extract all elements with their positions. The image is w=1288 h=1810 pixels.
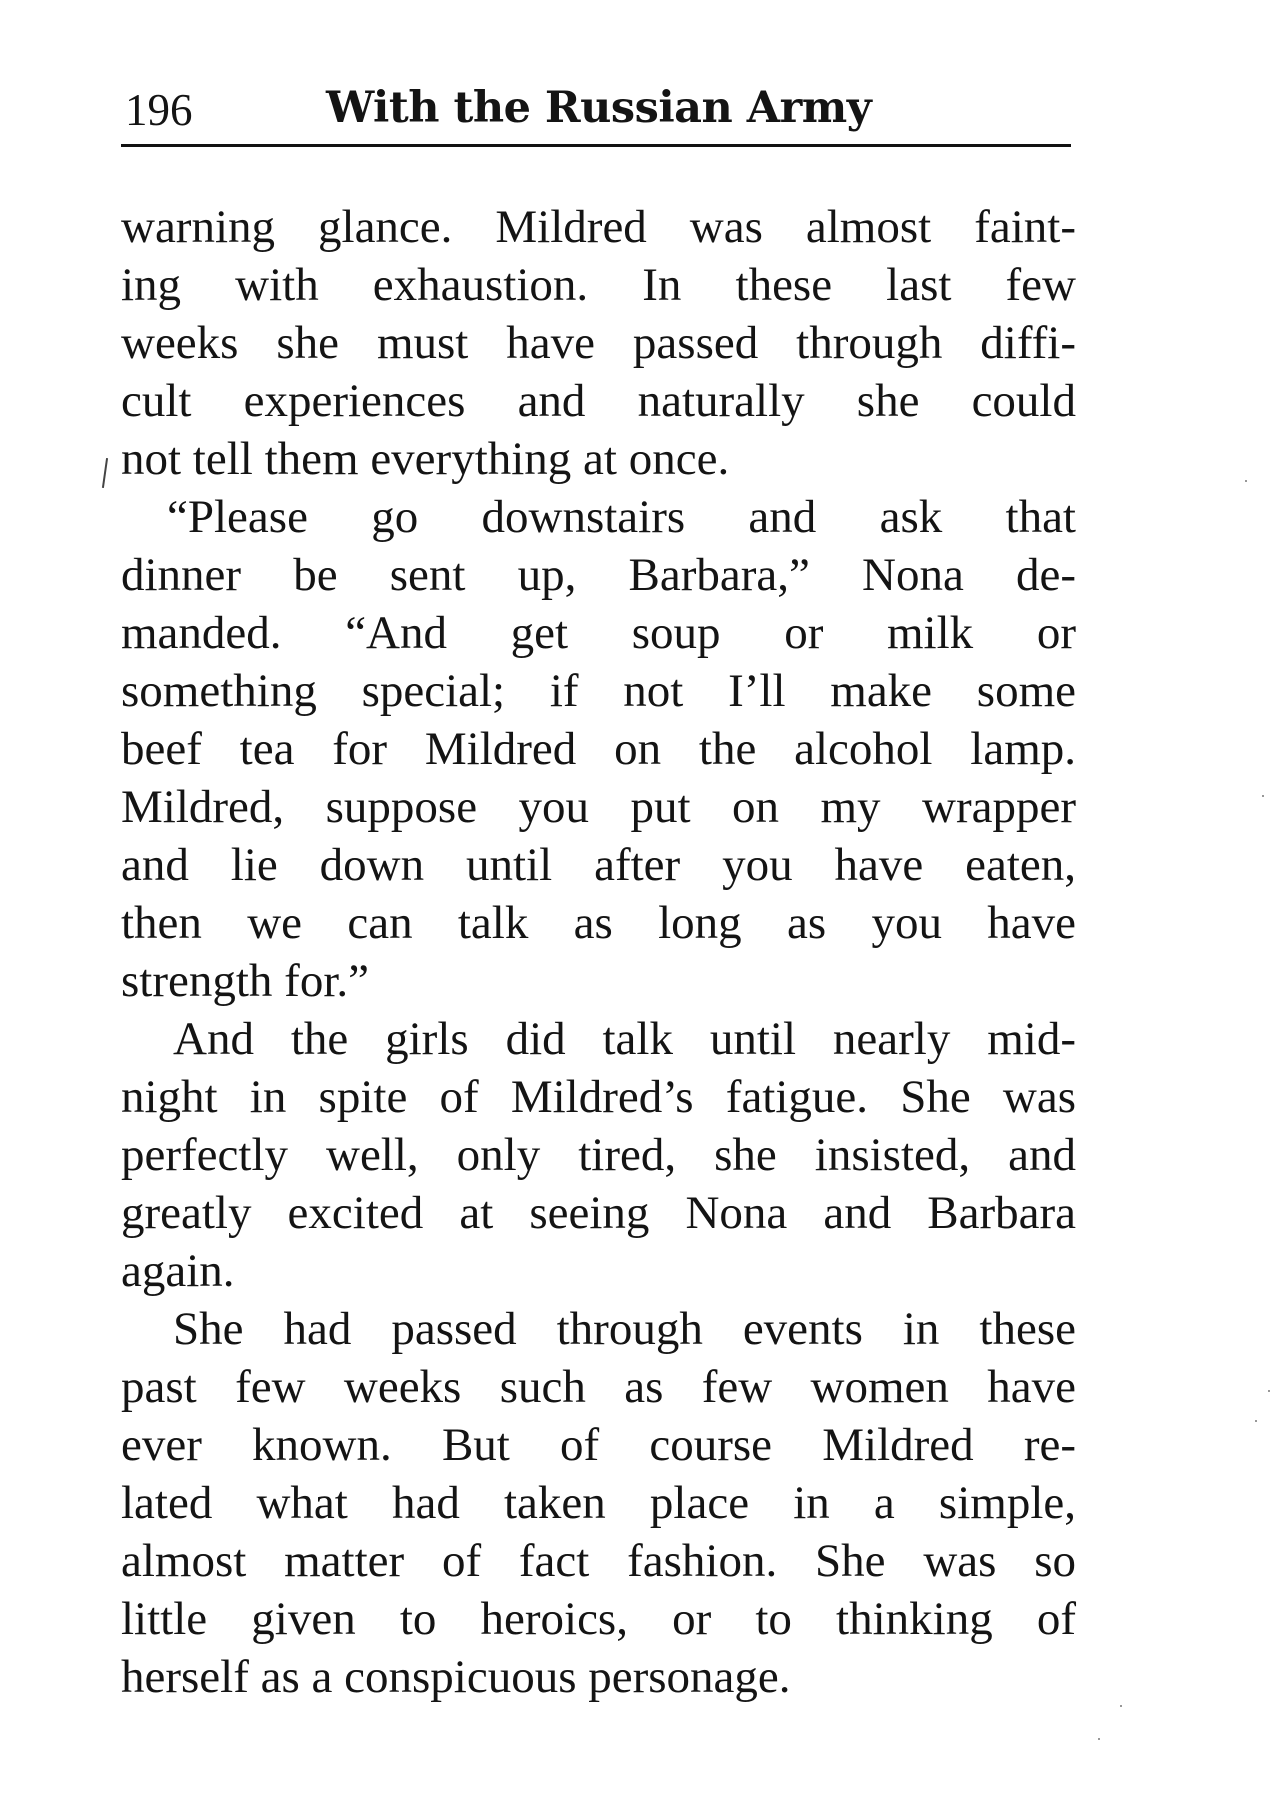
text-line: And the girls did talk until nearly mid- — [173, 1013, 1076, 1065]
scan-speck — [1268, 1390, 1270, 1392]
running-title: With the Russian Army — [326, 83, 872, 133]
text-line: ever known. But of course Mildred re- — [121, 1419, 1076, 1471]
text-line: night in spite of Mildred’s fatigue. She was — [121, 1071, 1076, 1123]
page-number: 196 — [125, 85, 193, 135]
body-text — [121, 198, 1076, 1706]
text-line: Mildred, suppose you put on my wrapper — [121, 781, 1076, 833]
text-line: warning glance. Mildred was almost faint- — [121, 201, 1076, 253]
scan-speck — [1262, 795, 1264, 797]
text-line: manded. “And get soup or milk or — [121, 607, 1076, 659]
text-line: perfectly well, only tired, she insisted, and — [121, 1129, 1076, 1181]
text-line: dinner be sent up, Barbara,” Nona de- — [121, 549, 1076, 601]
text-line: herself as a conspicuous personage. — [121, 1651, 791, 1703]
text-line: beef tea for Mildred on the alcohol lamp. — [121, 723, 1076, 775]
text-line: again. — [121, 1245, 235, 1297]
text-line: She had passed through events in these — [173, 1303, 1076, 1355]
text-line: “Please go downstairs and ask that — [167, 491, 1076, 543]
text-line: weeks she must have passed through diffi- — [121, 317, 1076, 369]
text-line: cult experiences and naturally she could — [121, 375, 1076, 427]
page-header — [121, 82, 1071, 147]
text-line: little given to heroics, or to thinking of — [121, 1593, 1076, 1645]
text-line: ing with exhaustion. In these last few — [121, 259, 1076, 311]
text-line: almost matter of fact fashion. She was so — [121, 1535, 1076, 1587]
text-line: not tell them everything at once. — [121, 433, 730, 485]
scan-speck — [1255, 1420, 1257, 1422]
text-line: something special; if not I’ll make some — [121, 665, 1076, 717]
scan-speck — [1245, 480, 1247, 482]
scan-speck — [1120, 1705, 1122, 1707]
text-line: and lie down until after you have eaten, — [121, 839, 1076, 891]
margin-mark — [102, 458, 108, 488]
text-line: then we can talk as long as you have — [121, 897, 1076, 949]
text-line: past few weeks such as few women have — [121, 1361, 1076, 1413]
text-line: lated what had taken place in a simple, — [121, 1477, 1076, 1529]
scan-speck — [1098, 1738, 1100, 1740]
text-line: greatly excited at seeing Nona and Barbara — [121, 1187, 1076, 1239]
text-line: strength for.” — [121, 955, 369, 1007]
